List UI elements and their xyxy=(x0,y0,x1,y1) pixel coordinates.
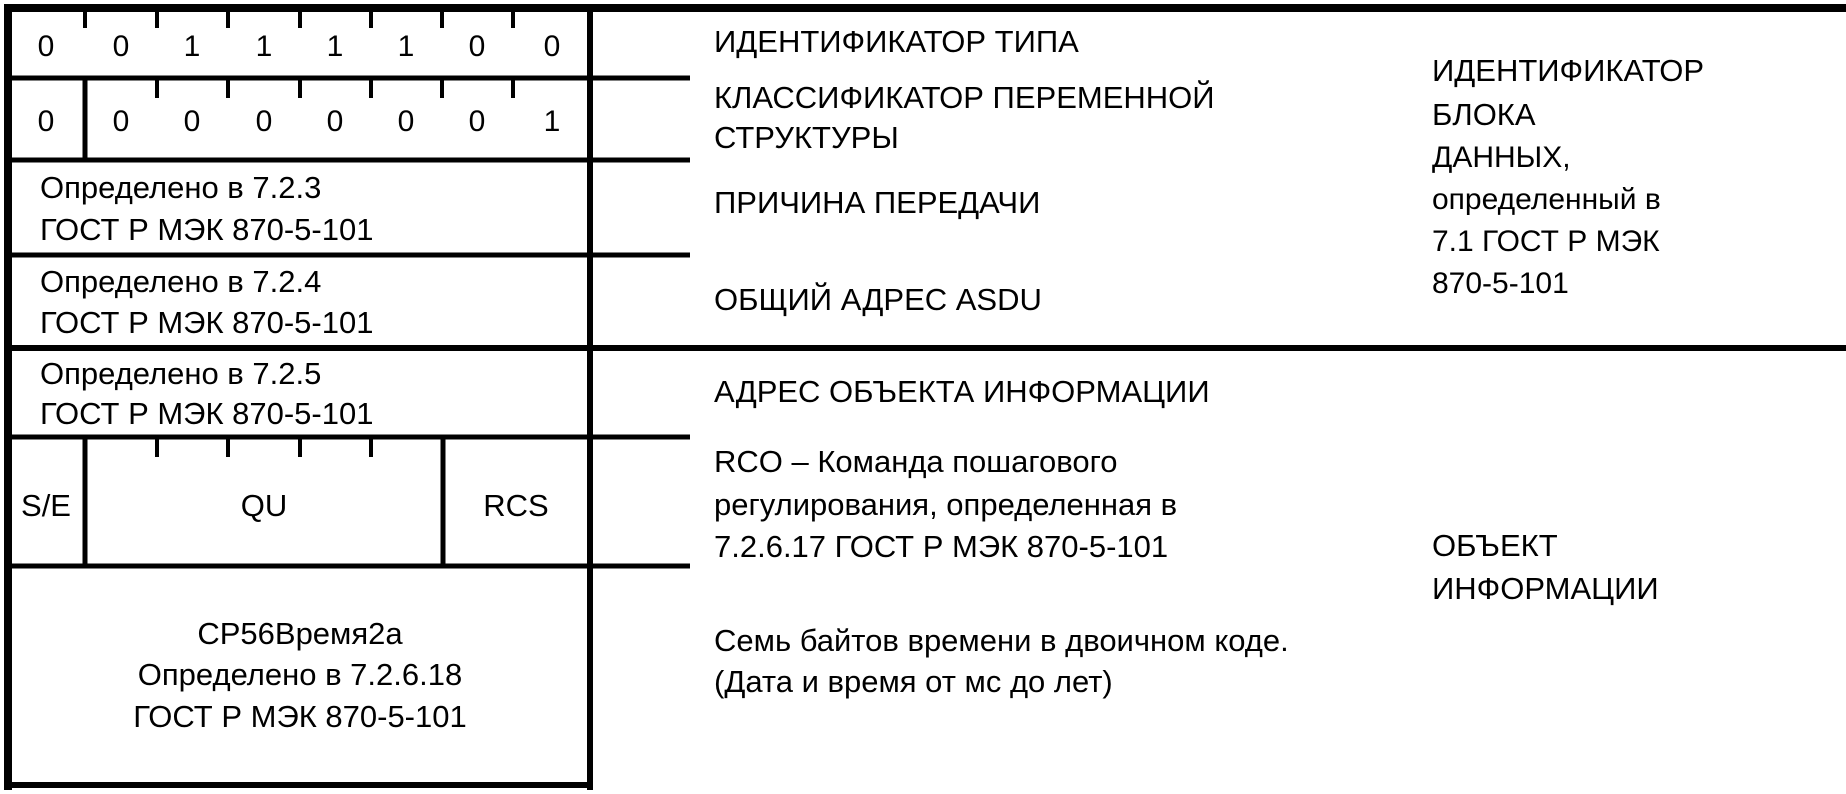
cot-ref-line: ГОСТ Р МЭК 870-5-101 xyxy=(40,212,374,247)
common-addr-ref-line: ГОСТ Р МЭК 870-5-101 xyxy=(40,305,374,340)
data-unit-id-line: ДАННЫХ, xyxy=(1432,141,1571,174)
data-unit-identifier-group xyxy=(1432,53,1704,300)
info-object-line: ИНФОРМАЦИИ xyxy=(1432,571,1659,606)
rco-fields xyxy=(21,488,549,523)
ioa-description: АДРЕС ОБЪЕКТА ИНФОРМАЦИИ xyxy=(714,374,1210,409)
type-id-bit: 0 xyxy=(468,30,486,63)
vsq-bit: 1 xyxy=(543,105,561,138)
time-ref-line: ГОСТ Р МЭК 870-5-101 xyxy=(133,699,467,734)
time-reference xyxy=(133,616,466,734)
type-id-bit: 0 xyxy=(37,30,55,63)
type-id-bit: 0 xyxy=(112,30,130,63)
vsq-bit: 0 xyxy=(183,105,201,138)
qu-field: QU xyxy=(240,488,288,523)
vsq-bit: 0 xyxy=(255,105,273,138)
ioa-ref-line: ГОСТ Р МЭК 870-5-101 xyxy=(40,396,374,431)
vsq-description-line: КЛАССИФИКАТОР ПЕРЕМЕННОЙ xyxy=(714,80,1215,115)
rcs-field: RCS xyxy=(483,488,549,523)
vsq-bit: 0 xyxy=(326,105,344,138)
rco-description-line: регулирования, определенная в xyxy=(714,487,1178,522)
time-ref-line: Определено в 7.2.6.18 xyxy=(137,657,463,692)
data-unit-id-line: ИДЕНТИФИКАТОР xyxy=(1432,53,1705,88)
common-addr-ref-line: Определено в 7.2.4 xyxy=(40,264,322,299)
common-address-reference xyxy=(40,264,373,340)
se-field: S/E xyxy=(21,488,71,523)
field-descriptions xyxy=(714,24,1289,699)
data-unit-id-line: БЛОКА xyxy=(1432,97,1536,132)
type-id-bit: 0 xyxy=(543,30,561,63)
type-id-bits xyxy=(38,30,561,63)
type-id-bit: 1 xyxy=(255,30,273,63)
rco-description-line: RCO – Команда пошагового xyxy=(714,444,1118,479)
data-unit-id-line: 870-5-101 xyxy=(1432,267,1569,300)
time-description-line: Семь байтов времени в двоичном коде. xyxy=(714,623,1289,658)
type-id-bit: 1 xyxy=(397,30,415,63)
vsq-bit: 0 xyxy=(397,105,415,138)
cot-ref-line: Определено в 7.2.3 xyxy=(40,170,322,205)
common-address-description: ОБЩИЙ АДРЕС ASDU xyxy=(714,282,1042,317)
info-object-line: ОБЪЕКТ xyxy=(1432,528,1558,563)
vsq-bit: 0 xyxy=(112,105,130,138)
time-description-line: (Дата и время от мс до лет) xyxy=(714,664,1113,699)
type-id-description: ИДЕНТИФИКАТОР ТИПА xyxy=(714,24,1079,59)
rco-description-line: 7.2.6.17 ГОСТ Р МЭК 870-5-101 xyxy=(714,529,1169,564)
cot-description: ПРИЧИНА ПЕРЕДАЧИ xyxy=(714,185,1041,220)
type-id-bit: 1 xyxy=(326,30,344,63)
vsq-description-line: СТРУКТУРЫ xyxy=(714,120,899,155)
data-unit-id-line: определенный в xyxy=(1432,183,1661,216)
vsq-bit: 0 xyxy=(468,105,486,138)
type-id-bit: 1 xyxy=(183,30,201,63)
information-object-group xyxy=(1432,528,1659,606)
vsq-bit: 0 xyxy=(37,105,55,138)
data-unit-id-line: 7.1 ГОСТ Р МЭК xyxy=(1432,225,1660,258)
ioa-reference xyxy=(40,356,373,431)
ioa-ref-line: Определено в 7.2.5 xyxy=(40,356,322,391)
time-ref-line: CP56Время2а xyxy=(197,616,403,651)
vsq-bits xyxy=(38,105,561,138)
cot-reference xyxy=(40,170,373,247)
